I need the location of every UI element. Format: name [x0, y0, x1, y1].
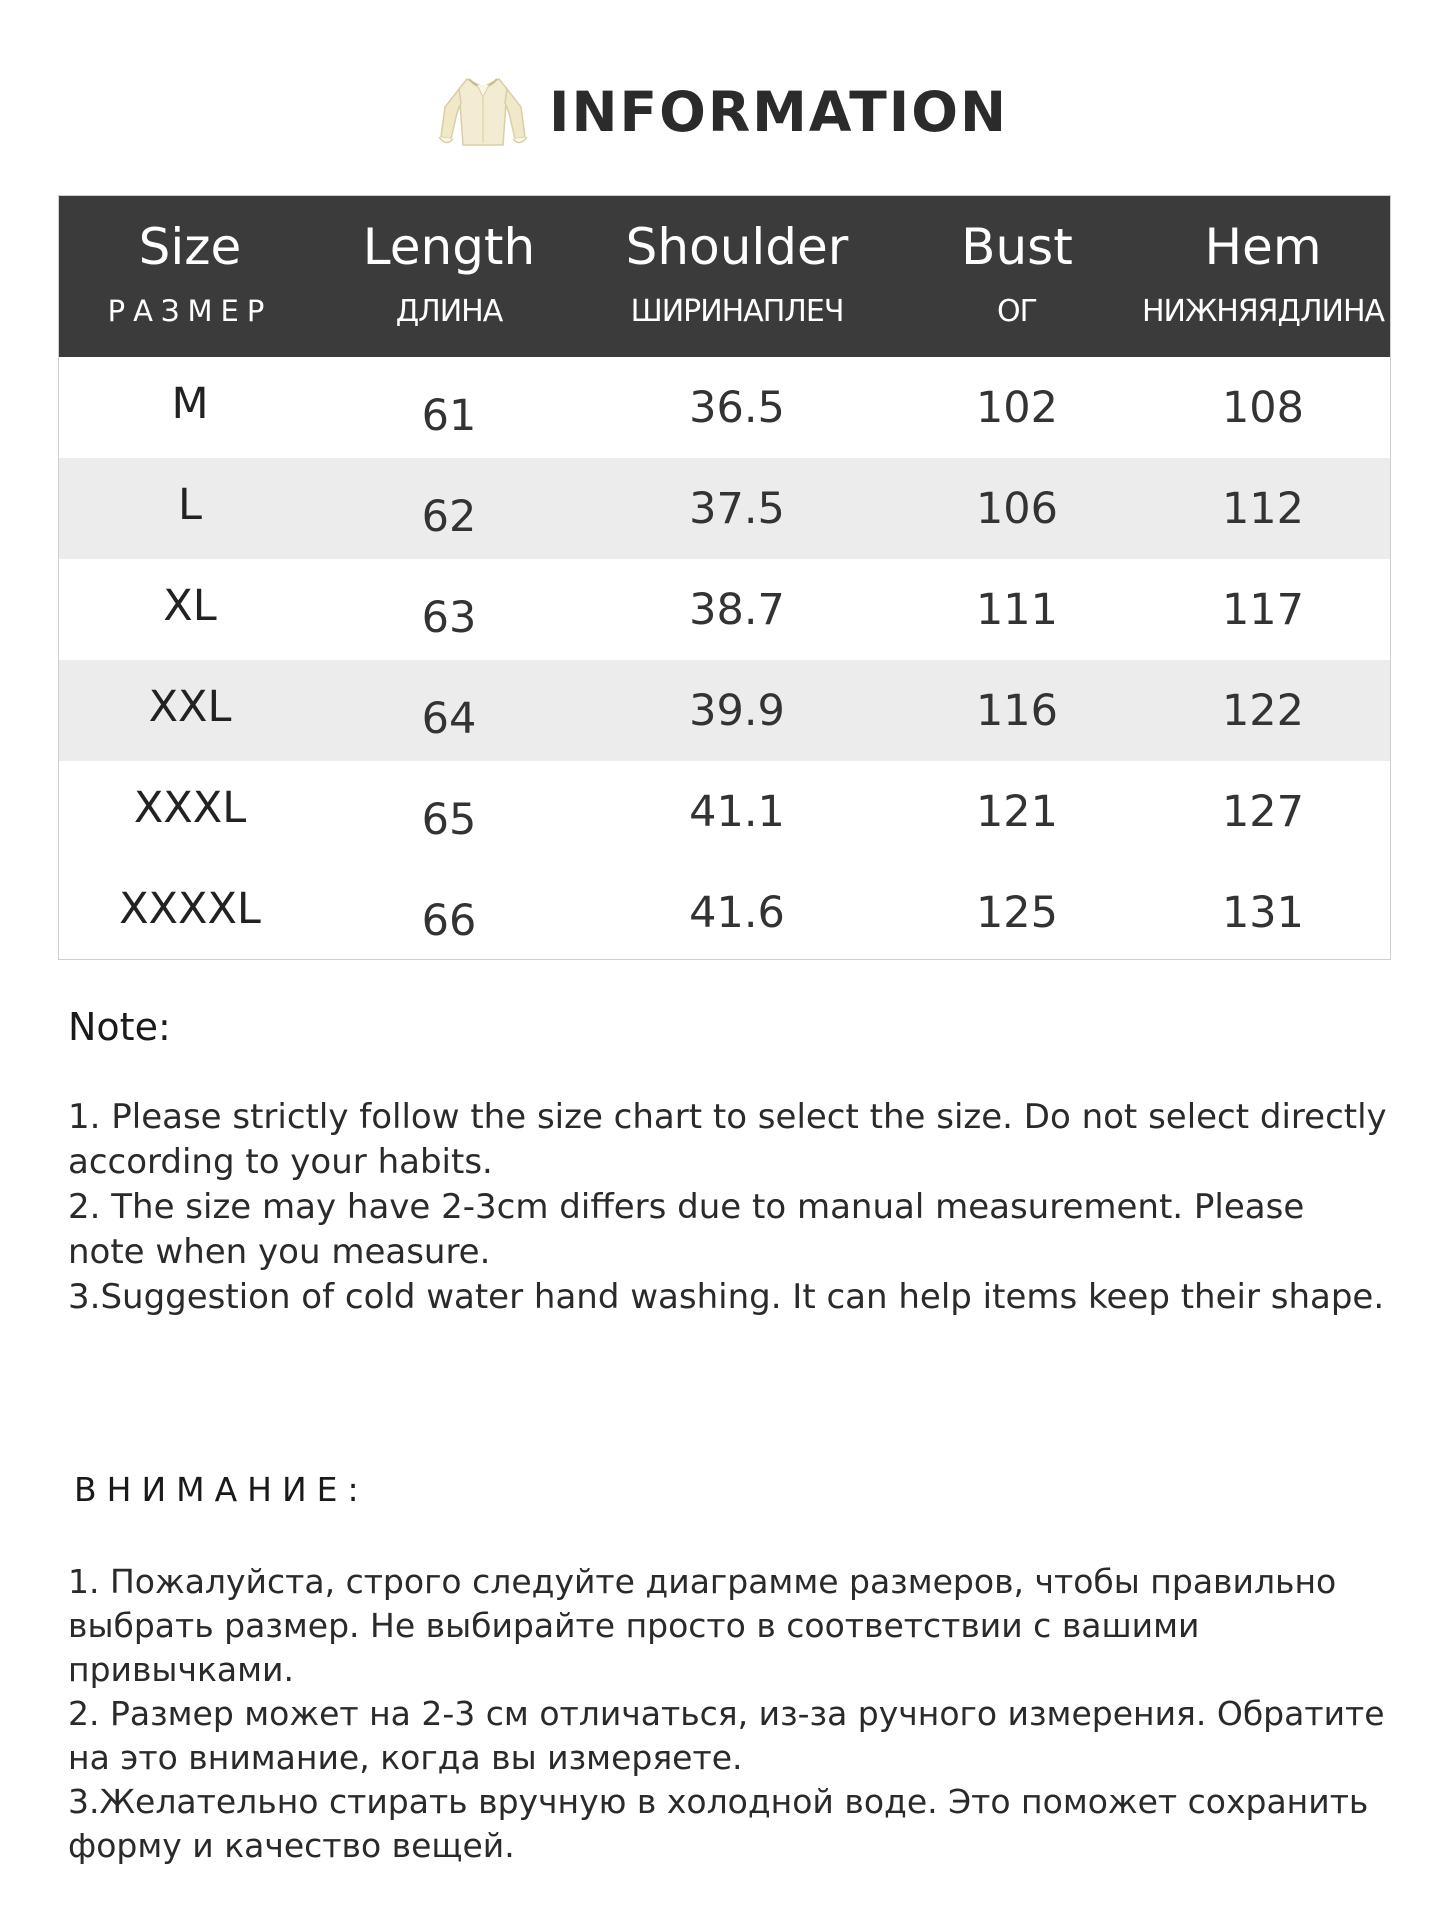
note-item: 1. Please strictly follow the size chart to select the size. Do not select directly according to your habits. [68, 1097, 1387, 1182]
note-item: 3.Suggestion of cold water hand washing. It can help items keep their shape. [68, 1277, 1385, 1317]
cell-length [321, 862, 577, 963]
cell-length [321, 559, 577, 660]
cell-value: XXXL [133, 783, 247, 833]
cell-shoulder [577, 458, 897, 559]
cell-value: 41.6 [689, 888, 785, 938]
note-item: 3.Желательно стирать вручную в холодной воде. Это поможет сохранить форму и качество вещей. [68, 1782, 1369, 1865]
cell-value: M [171, 379, 209, 429]
cell-shoulder [577, 660, 897, 761]
cell-value: 62 [421, 492, 477, 542]
cell-value: XXL [148, 682, 232, 732]
cell-bust [897, 862, 1137, 963]
cell-bust [897, 458, 1137, 559]
note-list-ru [68, 1560, 1398, 1868]
cell-hem [1137, 559, 1389, 660]
cell-value: L [178, 480, 202, 530]
cell-value: 111 [975, 585, 1059, 635]
cell-value: 112 [1221, 484, 1305, 534]
cell-value: 117 [1221, 585, 1305, 635]
cell-hem [1137, 660, 1389, 761]
cell-value: 131 [1221, 888, 1305, 938]
cell-bust [897, 660, 1137, 761]
page-header [0, 62, 1445, 162]
table-header [59, 196, 1390, 357]
cell-hem [1137, 357, 1389, 458]
column-header-shoulder [577, 196, 897, 357]
column-header-hem [1137, 196, 1389, 357]
note-item: 1. Пожалуйста, строго следуйте диаграмме размеров, чтобы правильно выбрать размер. Не выбирайте просто в соответствии с вашими привычками. [68, 1562, 1337, 1689]
cell-size [59, 660, 321, 761]
table-row [59, 660, 1390, 761]
cell-value: 41.1 [689, 787, 785, 837]
cell-value: 39.9 [689, 686, 785, 736]
cell-value: 116 [975, 686, 1059, 736]
note-item: 2. The size may have 2-3cm differs due to manual measurement. Please note when you measure. [68, 1187, 1305, 1272]
cell-value: 65 [421, 795, 477, 845]
column-header-size [59, 196, 321, 357]
cell-value: 64 [421, 694, 477, 744]
cell-hem [1137, 458, 1389, 559]
cell-hem [1137, 862, 1389, 963]
note-list [68, 1095, 1388, 1320]
column-header-bust [897, 196, 1137, 357]
cell-shoulder [577, 559, 897, 660]
cell-length [321, 761, 577, 862]
cell-size [59, 862, 321, 963]
column-header-sublabel: ШИРИНАПЛЕЧ [630, 294, 844, 329]
note-heading: Note: [68, 1005, 171, 1049]
table-row [59, 559, 1390, 660]
cell-value: XXXXL [119, 884, 261, 934]
cell-size [59, 458, 321, 559]
page-title: INFORMATION [549, 80, 1008, 144]
cell-value: 127 [1221, 787, 1305, 837]
cell-value: 102 [975, 383, 1059, 433]
cell-shoulder [577, 357, 897, 458]
note-item: 2. Размер может на 2-3 см отличаться, из-за ручного измерения. Обратите на это внимание, когда вы измеряете. [68, 1694, 1385, 1777]
column-header-sublabel: РАЗМЕР [107, 294, 273, 328]
cell-value: 37.5 [689, 484, 785, 534]
size-chart-table [58, 195, 1391, 960]
column-header-sublabel: ДЛИНА [395, 294, 503, 329]
table-row [59, 458, 1390, 559]
cell-value: 36.5 [689, 383, 785, 433]
cell-size [59, 559, 321, 660]
cell-size [59, 761, 321, 862]
blouse-icon [437, 67, 529, 157]
note-heading-ru: ВНИМАНИЕ: [74, 1470, 369, 1509]
cell-value: 61 [421, 391, 477, 441]
cell-bust [897, 357, 1137, 458]
table-body [59, 357, 1390, 959]
cell-value: 66 [421, 896, 477, 946]
column-header-label: Bust [961, 218, 1073, 276]
cell-value: 38.7 [689, 585, 785, 635]
cell-value: 108 [1221, 383, 1305, 433]
cell-value: 122 [1221, 686, 1305, 736]
column-header-label: Size [138, 218, 242, 276]
column-header-sublabel: ОГ [997, 294, 1037, 329]
table-row [59, 761, 1390, 862]
cell-value: XL [163, 581, 217, 631]
cell-hem [1137, 761, 1389, 862]
column-header-length [321, 196, 577, 357]
cell-value: 106 [975, 484, 1059, 534]
cell-size [59, 357, 321, 458]
column-header-sublabel: НИЖНЯЯДЛИНА [1141, 294, 1385, 329]
cell-shoulder [577, 761, 897, 862]
column-header-label: Hem [1204, 218, 1322, 276]
cell-length [321, 357, 577, 458]
column-header-label: Shoulder [625, 218, 849, 276]
cell-value: 125 [975, 888, 1059, 938]
cell-bust [897, 559, 1137, 660]
cell-length [321, 458, 577, 559]
table-row [59, 862, 1390, 963]
cell-shoulder [577, 862, 897, 963]
cell-value: 121 [975, 787, 1059, 837]
table-row [59, 357, 1390, 458]
cell-length [321, 660, 577, 761]
cell-bust [897, 761, 1137, 862]
column-header-label: Length [362, 218, 536, 276]
cell-value: 63 [421, 593, 477, 643]
